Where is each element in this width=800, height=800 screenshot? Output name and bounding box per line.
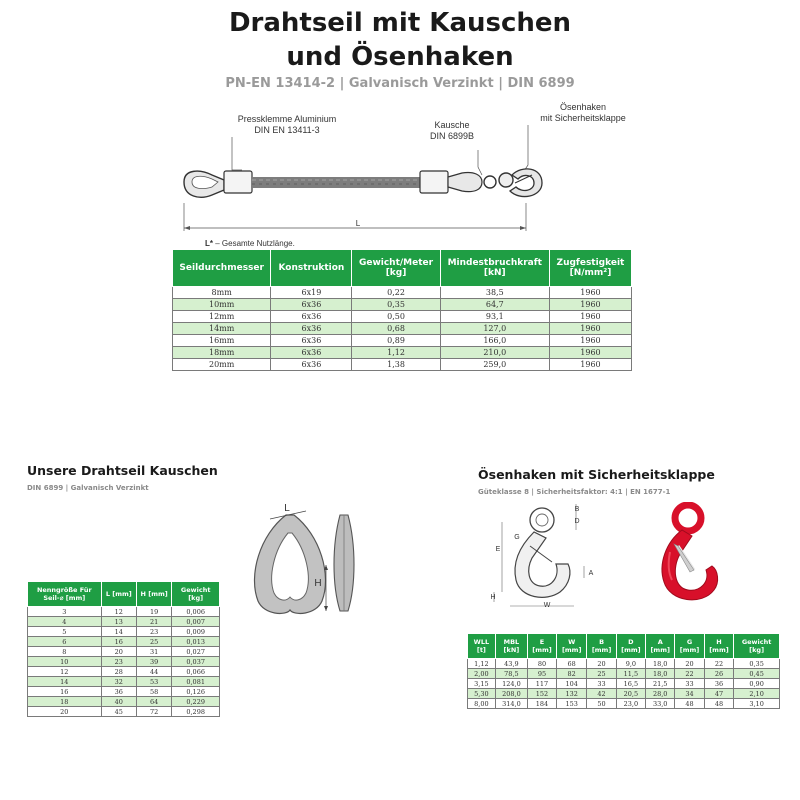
hook-table-cell: 16,5 bbox=[616, 679, 645, 689]
thimble-table-row bbox=[28, 647, 220, 657]
wire-rope-table-cell: 1960 bbox=[549, 299, 631, 311]
hook-table-cell: 80 bbox=[528, 659, 557, 669]
wire-rope-table-cell: 10mm bbox=[173, 299, 271, 311]
hook-table-cell: 48 bbox=[704, 699, 733, 709]
hook-dim-B: B bbox=[574, 506, 580, 513]
hook-table-cell: 34 bbox=[675, 689, 704, 699]
hook-table-cell: 20,5 bbox=[616, 689, 645, 699]
hook-table-header-cell: H [mm] bbox=[704, 634, 733, 659]
wire-rope-table-cell: 6x36 bbox=[271, 335, 352, 347]
wire-rope-table-cell: 12mm bbox=[173, 311, 271, 323]
wire-rope-table-row bbox=[173, 323, 632, 335]
wire-rope-table-row bbox=[173, 347, 632, 359]
hook-table-body bbox=[468, 659, 780, 709]
wire-rope-table-cell: 1960 bbox=[549, 335, 631, 347]
hook-table-cell: 0,90 bbox=[734, 679, 780, 689]
hook-table-cell: 68 bbox=[556, 659, 587, 669]
wire-rope-table-cell: 1960 bbox=[549, 287, 631, 299]
thimble-table-row bbox=[28, 617, 220, 627]
thimble-table-header-cell: Gewicht [kg] bbox=[172, 582, 220, 607]
thimble-table-cell: 64 bbox=[136, 697, 171, 707]
wire-rope-table-row bbox=[173, 335, 632, 347]
thimble-section-subtitle: DIN 6899 | Galvanisch Verzinkt bbox=[27, 484, 149, 492]
thimble-table-cell: 10 bbox=[28, 657, 102, 667]
hook-table-cell: 18,0 bbox=[646, 669, 675, 679]
thimble-table-cell: 28 bbox=[101, 667, 136, 677]
wire-rope-table-cell: 93,1 bbox=[440, 311, 549, 323]
hook-table-cell: 2,00 bbox=[468, 669, 496, 679]
thimble-table-row bbox=[28, 657, 220, 667]
clamp-label-line-2: DIN EN 13411-3 bbox=[254, 125, 320, 135]
hook-table-cell: 21,5 bbox=[646, 679, 675, 689]
hook-table-header-cell: MBL [kN] bbox=[495, 634, 527, 659]
thimble-table-cell: 0,229 bbox=[172, 697, 220, 707]
wire-rope-table-header-cell: Seildurchmesser bbox=[173, 250, 271, 287]
hook-table-cell: 11,5 bbox=[616, 669, 645, 679]
hook-table-cell: 9,0 bbox=[616, 659, 645, 669]
hook-label-line-2: mit Sicherheitsklappe bbox=[540, 113, 626, 123]
thimble-table-row bbox=[28, 607, 220, 617]
hook-table-cell: 42 bbox=[587, 689, 616, 699]
wire-rope-table-cell: 18mm bbox=[173, 347, 271, 359]
thimble-table-row bbox=[28, 627, 220, 637]
wire-rope-table-cell: 38,5 bbox=[440, 287, 549, 299]
thimble-label-line-2: DIN 6899B bbox=[429, 131, 475, 141]
thimble-drawing bbox=[240, 505, 380, 620]
hook-table-cell: 208,0 bbox=[495, 689, 527, 699]
hook-table-cell: 95 bbox=[528, 669, 557, 679]
wire-rope-table-row bbox=[173, 311, 632, 323]
length-note-symbol: L* bbox=[205, 239, 213, 248]
hook-table-row bbox=[468, 689, 780, 699]
wire-rope-table-cell: 1,38 bbox=[352, 359, 440, 371]
thimble-table-cell: 21 bbox=[136, 617, 171, 627]
thimble-table-cell: 58 bbox=[136, 687, 171, 697]
thimble-table-cell: 23 bbox=[101, 657, 136, 667]
hook-section-subtitle: Güteklasse 8 | Sicherheitsfaktor: 4:1 | EN 1677-1 bbox=[478, 488, 671, 496]
hook-table-header-cell: W [mm] bbox=[556, 634, 587, 659]
wire-rope-table-cell: 259,0 bbox=[440, 359, 549, 371]
hook-table-cell: 5,30 bbox=[468, 689, 496, 699]
hook-table-cell: 3,15 bbox=[468, 679, 496, 689]
length-dimension-label: L bbox=[355, 219, 361, 228]
page-title-line-1: Drahtseil mit Kauschen bbox=[228, 8, 572, 38]
hook-dim-W: W bbox=[543, 602, 551, 609]
hook-table-cell: 25 bbox=[587, 669, 616, 679]
thimble-table-cell: 32 bbox=[101, 677, 136, 687]
hook-table-cell: 23,0 bbox=[616, 699, 645, 709]
thimble-table-cell: 8 bbox=[28, 647, 102, 657]
thimble-dim-L: L bbox=[284, 503, 290, 514]
wire-rope-table-cell: 127,0 bbox=[440, 323, 549, 335]
wire-rope-table-cell: 6x36 bbox=[271, 347, 352, 359]
thimble-table-cell: 0,066 bbox=[172, 667, 220, 677]
hook-table-cell: 8,00 bbox=[468, 699, 496, 709]
thimble-table-cell: 0,009 bbox=[172, 627, 220, 637]
length-note-text: – Gesamte Nutzlänge. bbox=[213, 239, 295, 248]
thimble-table-cell: 5 bbox=[28, 627, 102, 637]
hook-table-cell: 314,0 bbox=[495, 699, 527, 709]
thimble-table-cell: 18 bbox=[28, 697, 102, 707]
thimble-table-row bbox=[28, 697, 220, 707]
hook-table-cell: 124,0 bbox=[495, 679, 527, 689]
thimble-table-cell: 16 bbox=[101, 637, 136, 647]
hook-table-cell: 50 bbox=[587, 699, 616, 709]
thimble-table-row bbox=[28, 687, 220, 697]
wire-rope-table-header-cell: Gewicht/Meter [kg] bbox=[352, 250, 440, 287]
wire-rope-table-cell: 64,7 bbox=[440, 299, 549, 311]
hook-table-header-cell: Gewicht [kg] bbox=[734, 634, 780, 659]
thimble-table-row bbox=[28, 707, 220, 717]
wire-rope-table-cell: 166,0 bbox=[440, 335, 549, 347]
wire-rope-table-row bbox=[173, 359, 632, 371]
thimble-table-row bbox=[28, 677, 220, 687]
wire-rope-table-row bbox=[173, 287, 632, 299]
thimble-table-cell: 25 bbox=[136, 637, 171, 647]
hook-table-header-cell: G [mm] bbox=[675, 634, 704, 659]
hook-dim-H: H bbox=[490, 594, 496, 601]
hook-table-row bbox=[468, 659, 780, 669]
hook-table-cell: 0,45 bbox=[734, 669, 780, 679]
wire-rope-table-cell: 8mm bbox=[173, 287, 271, 299]
thimble-table-header-cell: Nenngröße Für Seil-⌀ [mm] bbox=[28, 582, 102, 607]
thimble-spec-table bbox=[27, 581, 220, 717]
thimble-table-header-cell: L [mm] bbox=[101, 582, 136, 607]
thimble-table-cell: 0,298 bbox=[172, 707, 220, 717]
thimble-table-cell: 13 bbox=[101, 617, 136, 627]
hook-table-row bbox=[468, 669, 780, 679]
wire-rope-table-header-cell: Zugfestigkeit [N/mm²] bbox=[549, 250, 631, 287]
wire-rope-table-cell: 1960 bbox=[549, 323, 631, 335]
hook-table-cell: 2,10 bbox=[734, 689, 780, 699]
thimble-table-cell: 0,013 bbox=[172, 637, 220, 647]
hook-table-cell: 0,35 bbox=[734, 659, 780, 669]
wire-rope-table-cell: 6x36 bbox=[271, 311, 352, 323]
hook-section-title: Ösenhaken mit Sicherheitsklappe bbox=[478, 467, 715, 482]
hook-table-cell: 33 bbox=[675, 679, 704, 689]
thimble-label-line-1: Kausche bbox=[434, 120, 470, 130]
wire-rope-table-row bbox=[173, 299, 632, 311]
wire-rope-table-cell: 1960 bbox=[549, 311, 631, 323]
hook-table-cell: 36 bbox=[704, 679, 733, 689]
thimble-table-row bbox=[28, 637, 220, 647]
wire-rope-table-cell: 0,50 bbox=[352, 311, 440, 323]
wire-rope-table-cell: 0,68 bbox=[352, 323, 440, 335]
wire-rope-table-header-cell: Mindestbruchkraft [kN] bbox=[440, 250, 549, 287]
hook-table-cell: 43,9 bbox=[495, 659, 527, 669]
thimble-table-cell: 40 bbox=[101, 697, 136, 707]
hook-table-cell: 26 bbox=[704, 669, 733, 679]
thimble-table-cell: 4 bbox=[28, 617, 102, 627]
thimble-table-cell: 44 bbox=[136, 667, 171, 677]
wire-rope-table-cell: 1,12 bbox=[352, 347, 440, 359]
wire-rope-table-header-row bbox=[173, 250, 632, 287]
wire-rope-table-cell: 210,0 bbox=[440, 347, 549, 359]
thimble-table-row bbox=[28, 667, 220, 677]
wire-rope-table-cell: 16mm bbox=[173, 335, 271, 347]
hook-table-cell: 152 bbox=[528, 689, 557, 699]
thimble-table-cell: 45 bbox=[101, 707, 136, 717]
wire-rope-table-cell: 6x19 bbox=[271, 287, 352, 299]
hook-table-header-row bbox=[468, 634, 780, 659]
hook-table-header-cell: WLL [t] bbox=[468, 634, 496, 659]
thimble-table-cell: 19 bbox=[136, 607, 171, 617]
hook-table-cell: 28,0 bbox=[646, 689, 675, 699]
hook-table-cell: 18,0 bbox=[646, 659, 675, 669]
wire-rope-spec-table bbox=[172, 249, 632, 371]
hook-table-cell: 104 bbox=[556, 679, 587, 689]
wire-rope-table-cell: 20mm bbox=[173, 359, 271, 371]
thimble-table-cell: 0,007 bbox=[172, 617, 220, 627]
hook-table-row bbox=[468, 679, 780, 689]
wire-rope-table-cell: 6x36 bbox=[271, 299, 352, 311]
hook-table-cell: 20 bbox=[587, 659, 616, 669]
hook-table-cell: 22 bbox=[704, 659, 733, 669]
thimble-table-cell: 6 bbox=[28, 637, 102, 647]
hook-table-row bbox=[468, 699, 780, 709]
thimble-table-cell: 39 bbox=[136, 657, 171, 667]
thimble-table-cell: 20 bbox=[101, 647, 136, 657]
clamp-label-line-1: Pressklemme Aluminium bbox=[237, 114, 337, 124]
hook-table-cell: 184 bbox=[528, 699, 557, 709]
wire-rope-table-cell: 6x36 bbox=[271, 323, 352, 335]
thimble-table-cell: 23 bbox=[136, 627, 171, 637]
hook-table-cell: 20 bbox=[675, 659, 704, 669]
thimble-table-cell: 0,126 bbox=[172, 687, 220, 697]
page-subtitle: PN-EN 13414-2 | Galvanisch Verzinkt | DIN 6899 bbox=[225, 76, 575, 91]
hook-spec-table bbox=[467, 633, 780, 709]
thimble-table-cell: 12 bbox=[101, 607, 136, 617]
thimble-table-cell: 16 bbox=[28, 687, 102, 697]
thimble-table-cell: 72 bbox=[136, 707, 171, 717]
hook-table-cell: 3,10 bbox=[734, 699, 780, 709]
thimble-table-cell: 31 bbox=[136, 647, 171, 657]
hook-dim-E: E bbox=[495, 546, 501, 553]
hook-table-header-cell: D [mm] bbox=[616, 634, 645, 659]
thimble-table-cell: 0,081 bbox=[172, 677, 220, 687]
hook-dim-A: A bbox=[588, 570, 594, 577]
hook-table-cell: 117 bbox=[528, 679, 557, 689]
wire-rope-table-header-cell: Konstruktion bbox=[271, 250, 352, 287]
wire-rope-table-cell: 0,89 bbox=[352, 335, 440, 347]
hook-label-line-1: Ösenhaken bbox=[559, 102, 607, 112]
thimble-table-body bbox=[28, 607, 220, 717]
hook-table-cell: 33,0 bbox=[646, 699, 675, 709]
hook-dim-D: D bbox=[574, 518, 580, 525]
hook-table-cell: 48 bbox=[675, 699, 704, 709]
thimble-table-header-cell: H [mm] bbox=[136, 582, 171, 607]
thimble-table-cell: 14 bbox=[28, 677, 102, 687]
hook-dim-G: G bbox=[514, 534, 520, 541]
hook-table-cell: 132 bbox=[556, 689, 587, 699]
hook-table-cell: 22 bbox=[675, 669, 704, 679]
thimble-table-cell: 14 bbox=[101, 627, 136, 637]
hook-table-header-cell: B [mm] bbox=[587, 634, 616, 659]
thimble-table-cell: 36 bbox=[101, 687, 136, 697]
hook-table-cell: 153 bbox=[556, 699, 587, 709]
hook-table-cell: 82 bbox=[556, 669, 587, 679]
thimble-table-cell: 3 bbox=[28, 607, 102, 617]
wire-rope-table-cell: 0,22 bbox=[352, 287, 440, 299]
thimble-table-cell: 0,006 bbox=[172, 607, 220, 617]
thimble-table-cell: 12 bbox=[28, 667, 102, 677]
thimble-table-cell: 53 bbox=[136, 677, 171, 687]
hook-table-cell: 78,5 bbox=[495, 669, 527, 679]
length-note bbox=[205, 239, 295, 248]
thimble-section-title: Unsere Drahtseil Kauschen bbox=[27, 463, 218, 478]
hook-table-header-cell: A [mm] bbox=[646, 634, 675, 659]
wire-rope-table-cell: 0,35 bbox=[352, 299, 440, 311]
thimble-table-cell: 0,037 bbox=[172, 657, 220, 667]
thimble-table-header-row bbox=[28, 582, 220, 607]
wire-rope-table-cell: 1960 bbox=[549, 347, 631, 359]
hook-table-cell: 47 bbox=[704, 689, 733, 699]
hook-table-cell: 1,12 bbox=[468, 659, 496, 669]
hook-callout bbox=[528, 102, 638, 124]
wire-rope-table-cell: 6x36 bbox=[271, 359, 352, 371]
page-title-line-2: und Ösenhaken bbox=[286, 42, 514, 72]
red-eye-hook-photo bbox=[648, 502, 728, 612]
wire-rope-table-cell: 14mm bbox=[173, 323, 271, 335]
hook-table-cell: 33 bbox=[587, 679, 616, 689]
thimble-table-cell: 0,027 bbox=[172, 647, 220, 657]
thimble-dim-H: H bbox=[314, 578, 322, 589]
hook-table-header-cell: E [mm] bbox=[528, 634, 557, 659]
thimble-table-cell: 20 bbox=[28, 707, 102, 717]
wire-rope-table-body bbox=[173, 287, 632, 371]
wire-rope-table-cell: 1960 bbox=[549, 359, 631, 371]
